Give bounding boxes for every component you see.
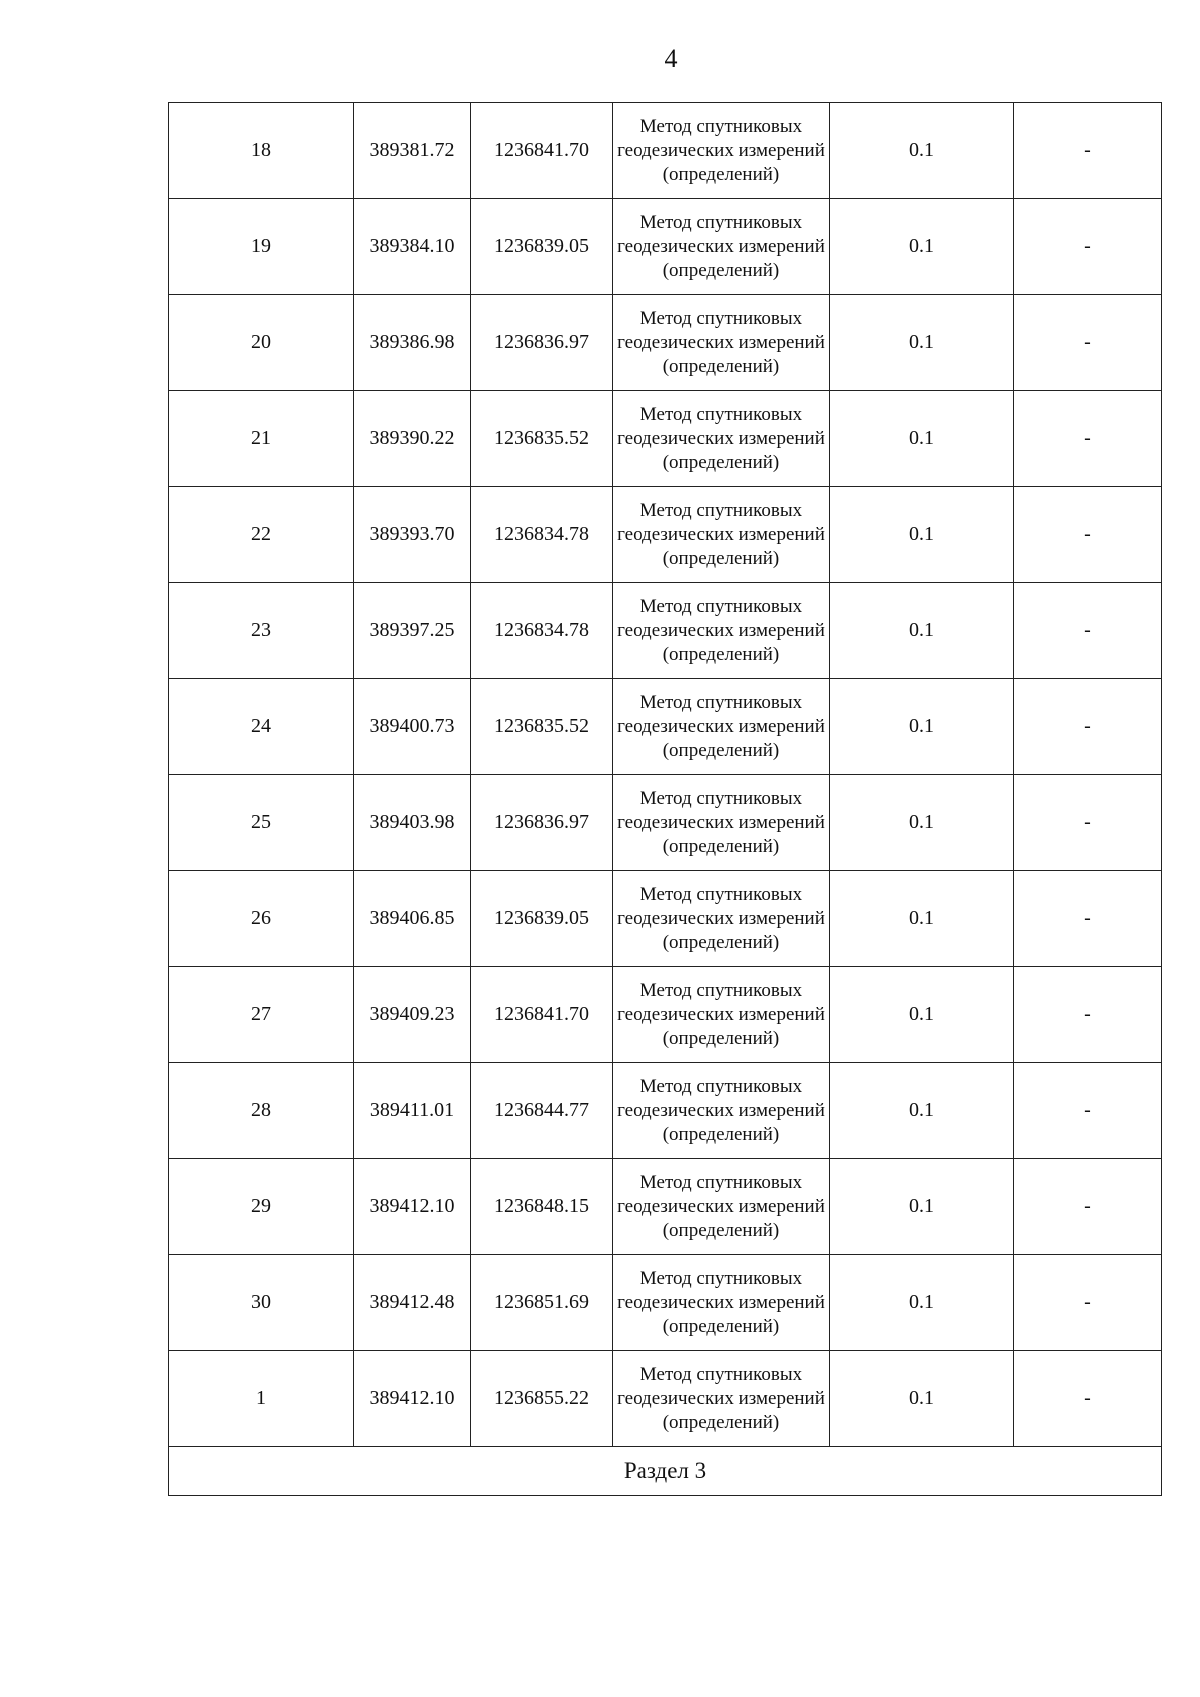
point-number-cell: 24 bbox=[169, 679, 354, 775]
method-cell: Метод спутниковых геодезических измерений (определений) bbox=[613, 103, 830, 199]
section-row bbox=[169, 1447, 1162, 1496]
table-row bbox=[169, 103, 1162, 199]
point-number-cell: 19 bbox=[169, 199, 354, 295]
note-cell: - bbox=[1014, 103, 1162, 199]
point-number-cell: 30 bbox=[169, 1255, 354, 1351]
x-coordinate-cell: 389386.98 bbox=[354, 295, 471, 391]
x-coordinate-cell: 389412.10 bbox=[354, 1351, 471, 1447]
section-label: Раздел 3 bbox=[169, 1447, 1162, 1496]
method-cell: Метод спутниковых геодезических измерений (определений) bbox=[613, 775, 830, 871]
point-number-cell: 1 bbox=[169, 1351, 354, 1447]
note-cell: - bbox=[1014, 1351, 1162, 1447]
precision-cell: 0.1 bbox=[830, 103, 1014, 199]
note-cell: - bbox=[1014, 871, 1162, 967]
precision-cell: 0.1 bbox=[830, 775, 1014, 871]
point-number-cell: 25 bbox=[169, 775, 354, 871]
table-row bbox=[169, 1351, 1162, 1447]
method-cell: Метод спутниковых геодезических измерений (определений) bbox=[613, 199, 830, 295]
y-coordinate-cell: 1236839.05 bbox=[471, 871, 613, 967]
method-cell: Метод спутниковых геодезических измерений (определений) bbox=[613, 487, 830, 583]
note-cell: - bbox=[1014, 583, 1162, 679]
note-cell: - bbox=[1014, 199, 1162, 295]
x-coordinate-cell: 389400.73 bbox=[354, 679, 471, 775]
y-coordinate-cell: 1236848.15 bbox=[471, 1159, 613, 1255]
note-cell: - bbox=[1014, 391, 1162, 487]
method-cell: Метод спутниковых геодезических измерений (определений) bbox=[613, 583, 830, 679]
table-row bbox=[169, 583, 1162, 679]
point-number-cell: 29 bbox=[169, 1159, 354, 1255]
precision-cell: 0.1 bbox=[830, 1063, 1014, 1159]
note-cell: - bbox=[1014, 1063, 1162, 1159]
page-number: 4 bbox=[664, 44, 678, 73]
method-cell: Метод спутниковых геодезических измерений (определений) bbox=[613, 679, 830, 775]
x-coordinate-cell: 389411.01 bbox=[354, 1063, 471, 1159]
point-number-cell: 27 bbox=[169, 967, 354, 1063]
table-row bbox=[169, 1063, 1162, 1159]
method-cell: Метод спутниковых геодезических измерений (определений) bbox=[613, 1063, 830, 1159]
precision-cell: 0.1 bbox=[830, 679, 1014, 775]
method-cell: Метод спутниковых геодезических измерений (определений) bbox=[613, 295, 830, 391]
y-coordinate-cell: 1236841.70 bbox=[471, 967, 613, 1063]
point-number-cell: 20 bbox=[169, 295, 354, 391]
y-coordinate-cell: 1236836.97 bbox=[471, 775, 613, 871]
precision-cell: 0.1 bbox=[830, 583, 1014, 679]
precision-cell: 0.1 bbox=[830, 391, 1014, 487]
table-row bbox=[169, 775, 1162, 871]
table-row bbox=[169, 1159, 1162, 1255]
precision-cell: 0.1 bbox=[830, 199, 1014, 295]
table-row bbox=[169, 391, 1162, 487]
point-number-cell: 21 bbox=[169, 391, 354, 487]
x-coordinate-cell: 389406.85 bbox=[354, 871, 471, 967]
x-coordinate-cell: 389412.10 bbox=[354, 1159, 471, 1255]
x-coordinate-cell: 389412.48 bbox=[354, 1255, 471, 1351]
y-coordinate-cell: 1236835.52 bbox=[471, 679, 613, 775]
method-cell: Метод спутниковых геодезических измерений (определений) bbox=[613, 871, 830, 967]
y-coordinate-cell: 1236834.78 bbox=[471, 487, 613, 583]
method-cell: Метод спутниковых геодезических измерений (определений) bbox=[613, 967, 830, 1063]
note-cell: - bbox=[1014, 1255, 1162, 1351]
table-row bbox=[169, 295, 1162, 391]
precision-cell: 0.1 bbox=[830, 967, 1014, 1063]
note-cell: - bbox=[1014, 775, 1162, 871]
table-body bbox=[169, 103, 1162, 1447]
point-number-cell: 22 bbox=[169, 487, 354, 583]
note-cell: - bbox=[1014, 679, 1162, 775]
precision-cell: 0.1 bbox=[830, 1159, 1014, 1255]
precision-cell: 0.1 bbox=[830, 487, 1014, 583]
point-number-cell: 18 bbox=[169, 103, 354, 199]
y-coordinate-cell: 1236839.05 bbox=[471, 199, 613, 295]
method-cell: Метод спутниковых геодезических измерений (определений) bbox=[613, 1351, 830, 1447]
y-coordinate-cell: 1236836.97 bbox=[471, 295, 613, 391]
x-coordinate-cell: 389393.70 bbox=[354, 487, 471, 583]
method-cell: Метод спутниковых геодезических измерений (определений) bbox=[613, 1159, 830, 1255]
y-coordinate-cell: 1236841.70 bbox=[471, 103, 613, 199]
precision-cell: 0.1 bbox=[830, 1255, 1014, 1351]
table-row bbox=[169, 871, 1162, 967]
table-row bbox=[169, 1255, 1162, 1351]
point-number-cell: 28 bbox=[169, 1063, 354, 1159]
note-cell: - bbox=[1014, 295, 1162, 391]
x-coordinate-cell: 389397.25 bbox=[354, 583, 471, 679]
precision-cell: 0.1 bbox=[830, 1351, 1014, 1447]
note-cell: - bbox=[1014, 1159, 1162, 1255]
x-coordinate-cell: 389409.23 bbox=[354, 967, 471, 1063]
table-row bbox=[169, 487, 1162, 583]
x-coordinate-cell: 389381.72 bbox=[354, 103, 471, 199]
y-coordinate-cell: 1236835.52 bbox=[471, 391, 613, 487]
table-row bbox=[169, 967, 1162, 1063]
x-coordinate-cell: 389403.98 bbox=[354, 775, 471, 871]
method-cell: Метод спутниковых геодезических измерений (определений) bbox=[613, 391, 830, 487]
y-coordinate-cell: 1236855.22 bbox=[471, 1351, 613, 1447]
point-number-cell: 26 bbox=[169, 871, 354, 967]
coordinates-table bbox=[168, 102, 1162, 1496]
x-coordinate-cell: 389384.10 bbox=[354, 199, 471, 295]
note-cell: - bbox=[1014, 967, 1162, 1063]
method-cell: Метод спутниковых геодезических измерений (определений) bbox=[613, 1255, 830, 1351]
y-coordinate-cell: 1236834.78 bbox=[471, 583, 613, 679]
x-coordinate-cell: 389390.22 bbox=[354, 391, 471, 487]
table-row bbox=[169, 679, 1162, 775]
y-coordinate-cell: 1236851.69 bbox=[471, 1255, 613, 1351]
precision-cell: 0.1 bbox=[830, 871, 1014, 967]
note-cell: - bbox=[1014, 487, 1162, 583]
precision-cell: 0.1 bbox=[830, 295, 1014, 391]
table-row bbox=[169, 199, 1162, 295]
y-coordinate-cell: 1236844.77 bbox=[471, 1063, 613, 1159]
point-number-cell: 23 bbox=[169, 583, 354, 679]
